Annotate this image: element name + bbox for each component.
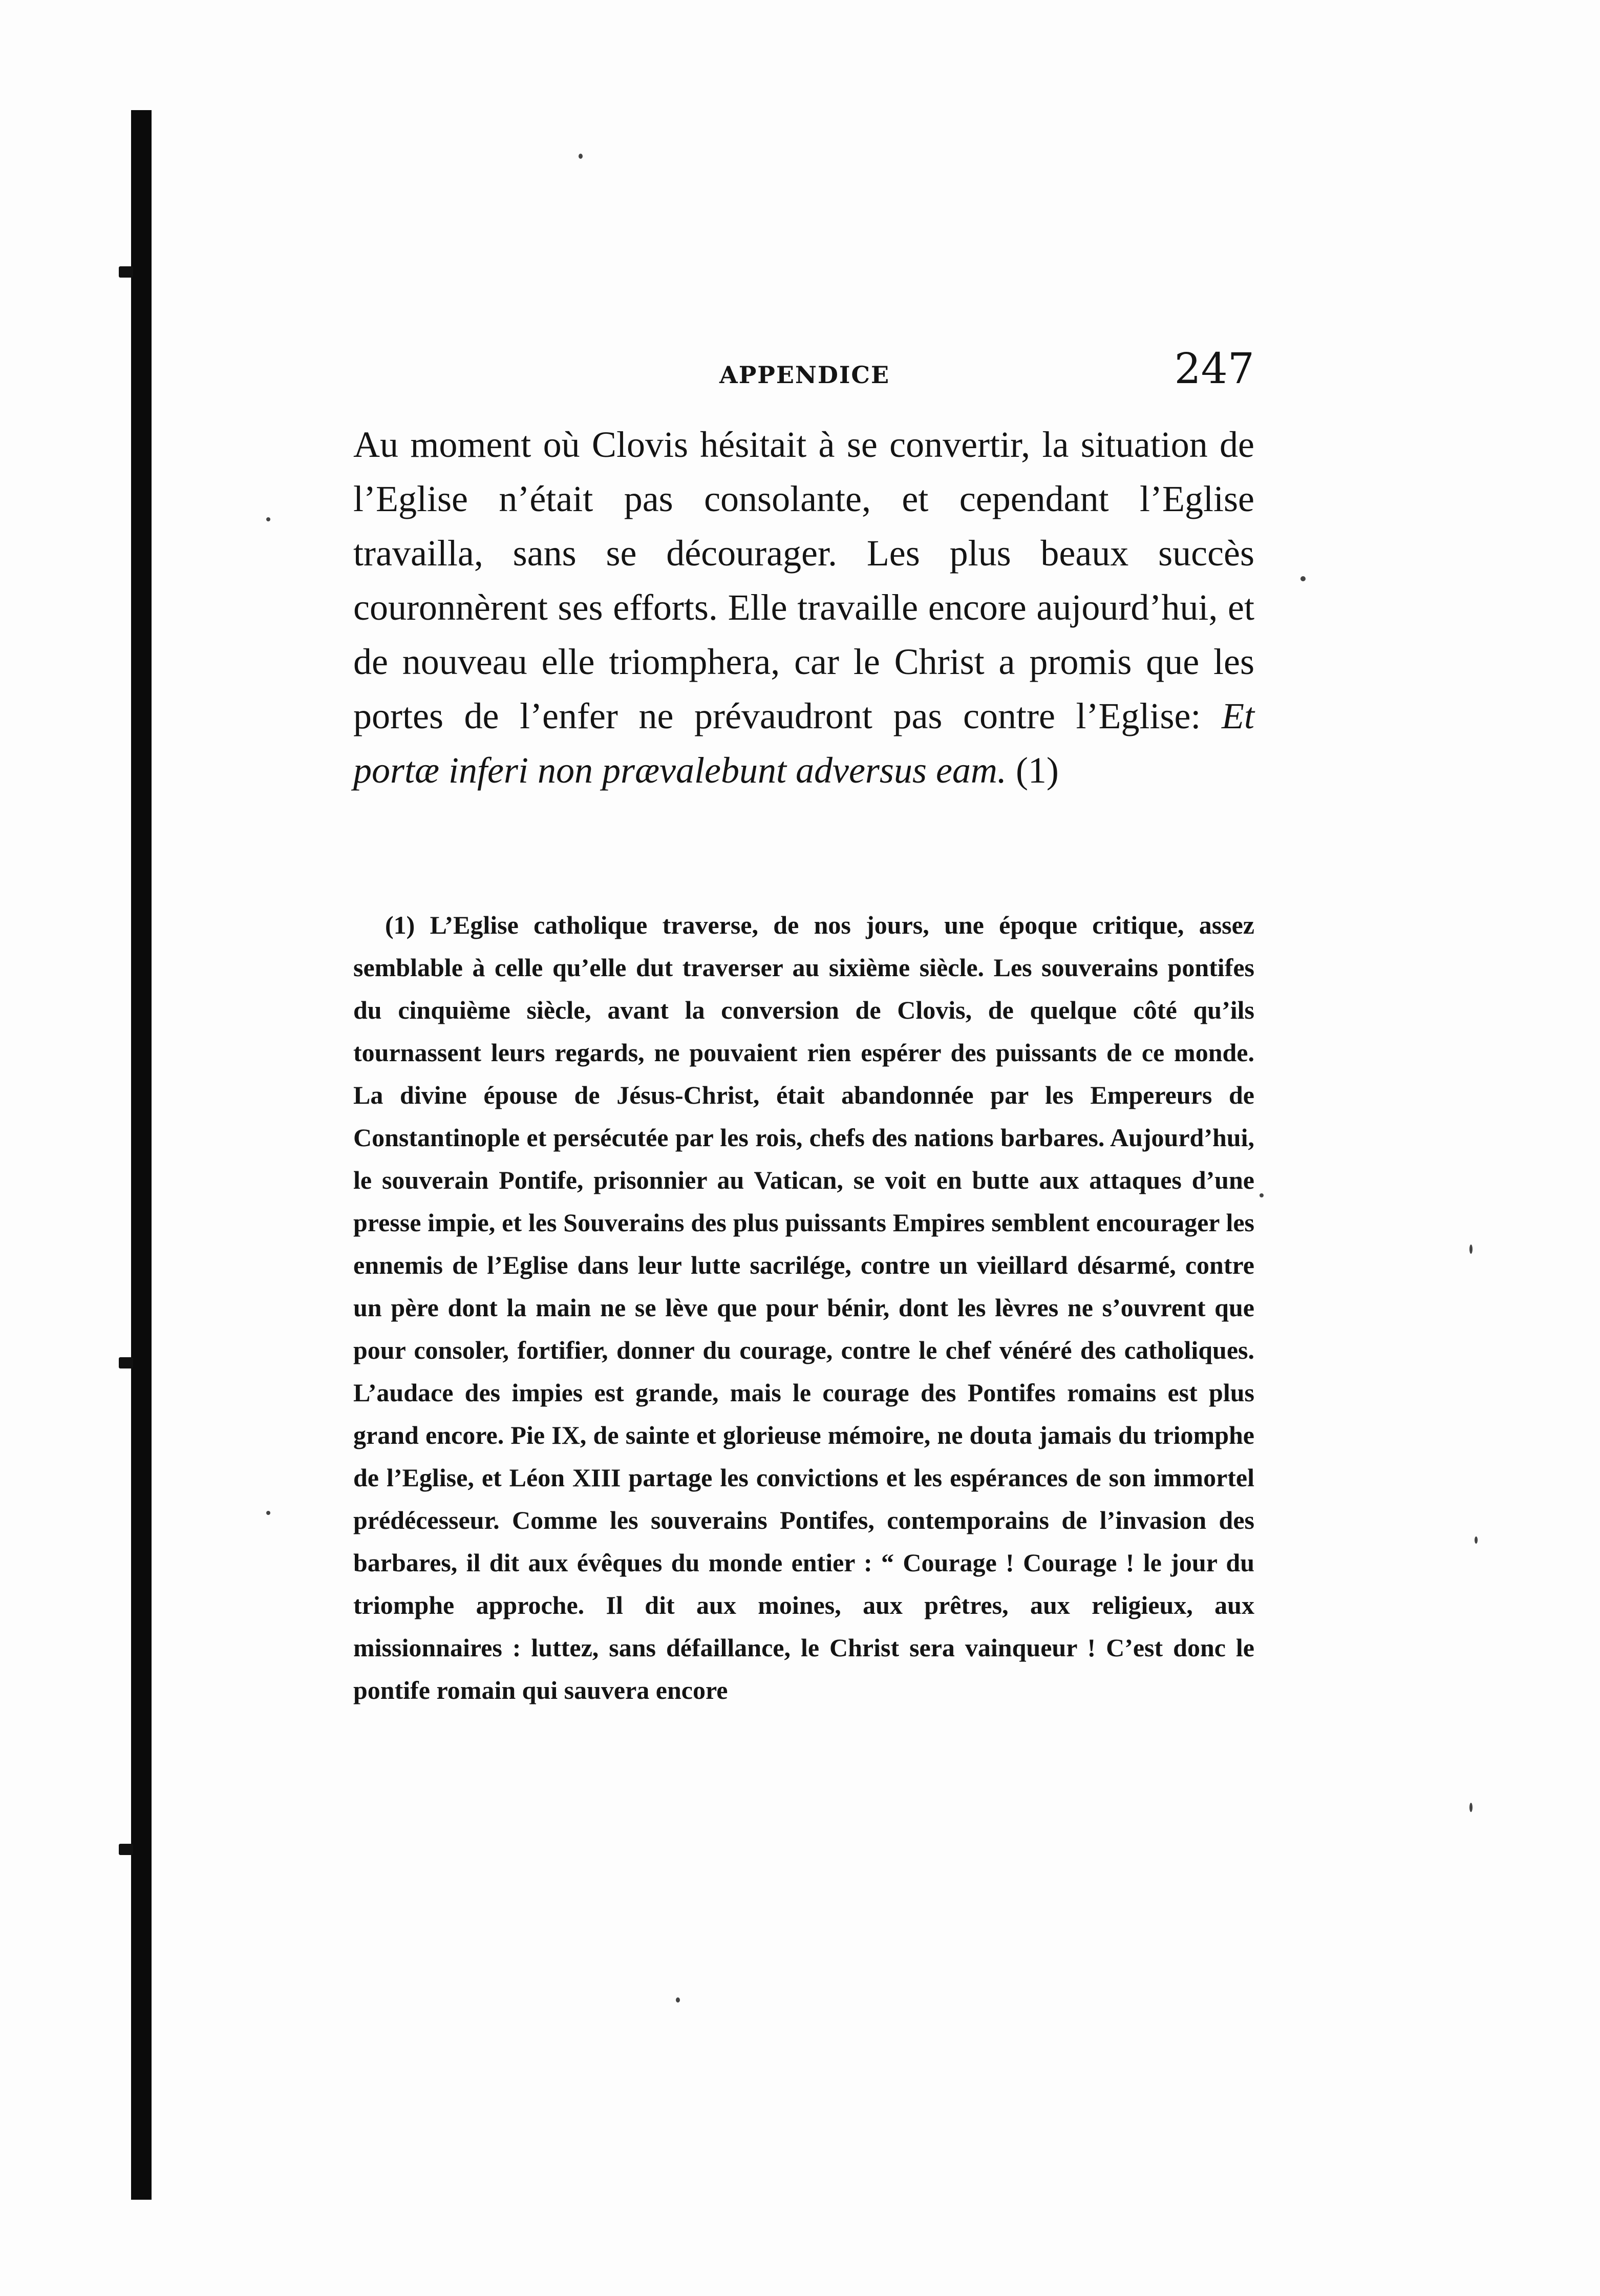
footnote-reference: (1) <box>1006 750 1059 791</box>
binding-mark <box>119 1357 133 1368</box>
paragraph-text: Au moment où Clovis hésitait à se convertir, la situation de l’Eglise n’était pas consolante, et cependant l’Eglise travailla, sans se décourager. Les plus beaux succès couronnèrent ses efforts. Elle travaille encore aujourd’hui, et de nouveau elle triomphera, car le Christ a promis que les portes de l’enfer ne prévaudront pas contre l’Eglise: <box>353 424 1254 736</box>
binding-mark <box>119 266 133 278</box>
ink-speck <box>1469 1803 1473 1812</box>
binding-edge <box>131 110 152 2200</box>
page-header <box>353 338 1254 394</box>
binding-mark <box>119 1844 133 1855</box>
ink-speck <box>266 517 270 521</box>
ink-speck <box>579 154 583 159</box>
running-head: APPENDICE <box>719 361 890 389</box>
ink-speck <box>1475 1536 1478 1544</box>
ink-speck <box>1300 576 1306 581</box>
ink-speck <box>1469 1245 1473 1254</box>
footnote: (1) L’Eglise catholique traverse, de nos jours, une époque critique, assez semblable à celle qu’elle dut traverser au sixième siècle. Les souverains pontifes du cinquième siècle, avant la conversion de Clovis, de quelque côté qu’ils tournassent leurs regards, ne pouvaient rien espérer des puissants de ce monde. La divine épouse de Jésus-Christ, était abandonnée par les Empereurs de Constantinople et persécutée par les rois, chefs des nations barbares. Aujourd’hui, le souverain Pontife, prisonnier au Vatican, se voit en butte aux attaques d’une presse impie, et les Souverains des plus puissants Empires semblent encourager les ennemis de l’Eglise dans leur lutte sacrilége, contre un vieillard désarmé, contre un père dont la main ne se lève que pour bénir, dont les lèvres ne s’ouvrent que pour consoler, fortifier, donner du courage, contre le chef vénéré des catholiques. L’audace des impies est grande, mais le courage des Pontifes romains est plus grand encore. Pie IX, de sainte et glorieuse mémoire, ne douta jamais du triomphe de l’Eglise, et Léon XIII partage les convictions et les espérances de son immortel prédécesseur. Comme les souverains Pontifes, contemporains de l’invasion des barbares, il dit aux évêques du monde entier : “ Courage ! Courage ! le jour du triomphe approche. Il dit aux moines, aux prêtres, aux religieux, aux missionnaires : luttez, sans défaillance, le Christ sera vainqueur ! C’est donc le pontife romain qui sauvera encore <box>353 911 1254 1704</box>
ink-speck <box>1260 1193 1264 1197</box>
ink-speck <box>676 1997 680 2003</box>
main-paragraph <box>353 417 1254 797</box>
page-number: 247 <box>1174 345 1254 393</box>
latin-quote: Et portæ inferi non prævalebunt adversus eam. <box>353 696 1254 791</box>
ink-speck <box>266 1511 270 1515</box>
